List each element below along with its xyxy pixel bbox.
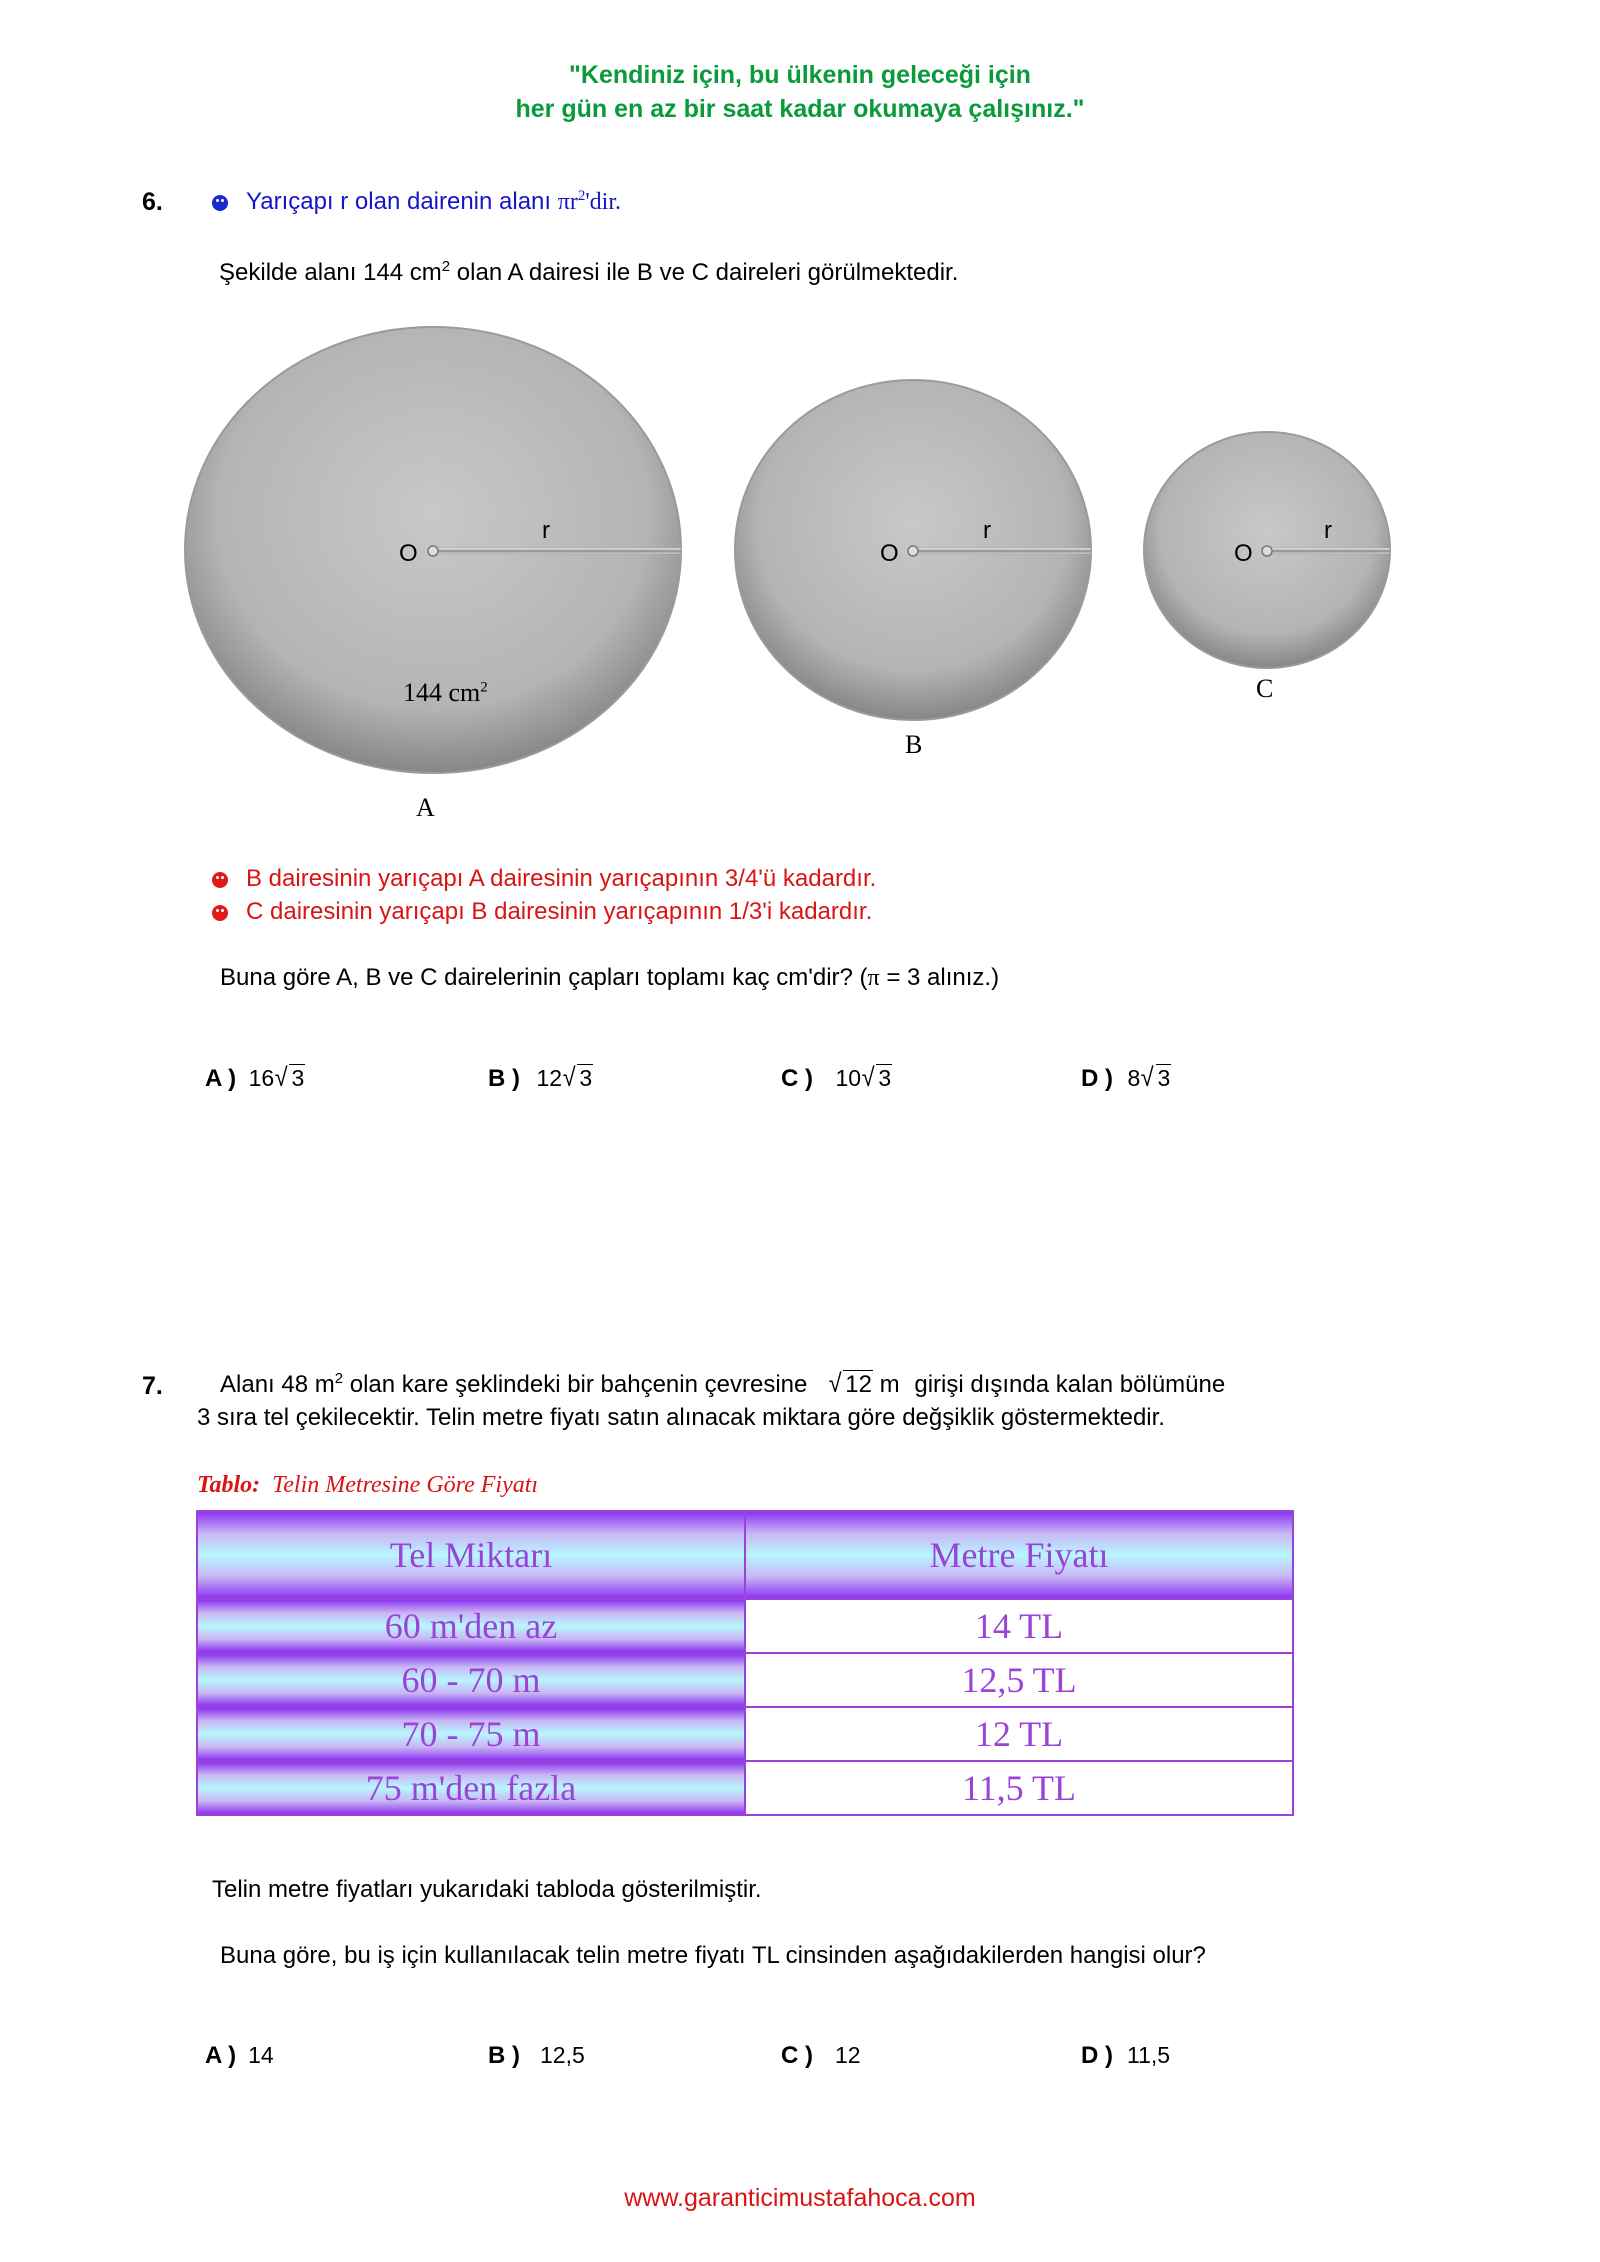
center-point-b <box>908 546 918 556</box>
table-caption: Tablo: Telin Metresine Göre Fiyatı <box>197 1472 539 1498</box>
table-cell: 14 TL <box>745 1599 1293 1653</box>
circle-a-area-label: 144 $cm^2$ <box>403 678 488 707</box>
circle-c-center-label: O <box>1234 540 1253 567</box>
circle-c-radius-label: r <box>1324 517 1332 544</box>
table-cell: 12,5 TL <box>745 1653 1293 1707</box>
q6-option-b[interactable]: B ) 12√ 3 <box>488 1062 593 1092</box>
quote-line-1: "Kendiniz için, bu ülkenin geleceği için <box>569 61 1031 89</box>
circle-a-center-label: O <box>399 540 418 567</box>
circle-c-name: C <box>1256 674 1274 703</box>
table-cell: 70 - 75 m <box>197 1707 745 1761</box>
circle-a-name: A <box>416 793 435 822</box>
table-cell: 60 m'den az <box>197 1599 745 1653</box>
center-point-c <box>1262 546 1272 556</box>
table-row <box>197 1707 1293 1761</box>
table-row <box>197 1653 1293 1707</box>
table-header-cell: Tel Miktarı <box>197 1511 745 1599</box>
radius-line-a <box>433 548 681 554</box>
q7-option-b[interactable]: B ) 12,5 <box>488 2042 585 2069</box>
smiley-icon <box>212 905 228 921</box>
smiley-icon <box>212 872 228 888</box>
circle-b-center-label: O <box>880 540 899 567</box>
question-6-prompt: Buna göre A, B ve C dairelerinin çapları toplamı kaç cm'dir? (π = 3 alınız.) <box>220 964 1000 991</box>
circles-figure <box>0 300 1600 840</box>
table-cell: 60 - 70 m <box>197 1653 745 1707</box>
question-6-intro: Şekilde alanı 144 $cm^2$ olan A dairesi ile B ve C daireleri görülmektedir. <box>219 258 959 286</box>
fact-2: C dairesinin yarıçapı B dairesinin yarıçapının 1/3'i kadardır. <box>212 898 872 926</box>
question-6-number: 6. <box>142 188 163 216</box>
radius-line-b <box>913 548 1091 554</box>
question-6-hint <box>212 188 621 216</box>
table-cell: 11,5 TL <box>745 1761 1293 1815</box>
center-point-a <box>428 546 438 556</box>
table-row <box>197 1761 1293 1815</box>
question-7-line-2: 3 sıra tel çekilecektir. Telin metre fiyatı satın alınacak miktara göre değşiklik göstermektedir. <box>197 1404 1165 1431</box>
table-header-cell: Metre Fiyatı <box>745 1511 1293 1599</box>
question-7-line-1: Alanı 48 $m^2$ olan kare şeklindeki bir bahçenin çevresine √ 12 m girişi dışında kalan bölümüne <box>220 1368 1226 1398</box>
radius-line-c <box>1267 548 1390 554</box>
smiley-icon <box>212 195 228 211</box>
hint-formula: $\pi r^2'dir$. <box>557 188 622 215</box>
q7-option-a[interactable]: A ) 14 <box>205 2042 274 2069</box>
hint-text: Yarıçapı r olan dairenin alanı <box>246 188 552 215</box>
price-table <box>196 1510 1294 1816</box>
circle-b-radius-label: r <box>983 517 991 544</box>
q6-option-c[interactable]: C ) 10√ 3 <box>781 1062 892 1092</box>
q6-option-a[interactable]: A ) 16√ 3 <box>205 1062 305 1092</box>
question-7-prompt: Buna göre, bu iş için kullanılacak telin metre fiyatı TL cinsinden aşağıdakilerden hangisi olur? <box>220 1942 1206 1969</box>
footer-url[interactable]: www.garanticimustafahoca.com <box>624 2184 976 2212</box>
q6-option-d[interactable]: D ) 8√ 3 <box>1081 1062 1171 1092</box>
q7-option-d[interactable]: D ) 11,5 <box>1081 2042 1171 2069</box>
question-7-number: 7. <box>142 1372 163 1400</box>
table-row <box>197 1599 1293 1653</box>
q7-option-c[interactable]: C ) 12 <box>781 2042 861 2069</box>
table-cell: 75 m'den fazla <box>197 1761 745 1815</box>
circle-a-radius-label: r <box>542 517 550 544</box>
table-cell: 12 TL <box>745 1707 1293 1761</box>
table-header-row <box>197 1511 1293 1599</box>
quote-line-2: her gün en az bir saat kadar okumaya çalışınız." <box>515 95 1085 123</box>
fact-1: B dairesinin yarıçapı A dairesinin yarıçapının 3/4'ü kadardır. <box>212 865 876 893</box>
circle-b-name: B <box>905 730 923 759</box>
question-7-note: Telin metre fiyatları yukarıdaki tabloda gösterilmiştir. <box>212 1876 762 1903</box>
